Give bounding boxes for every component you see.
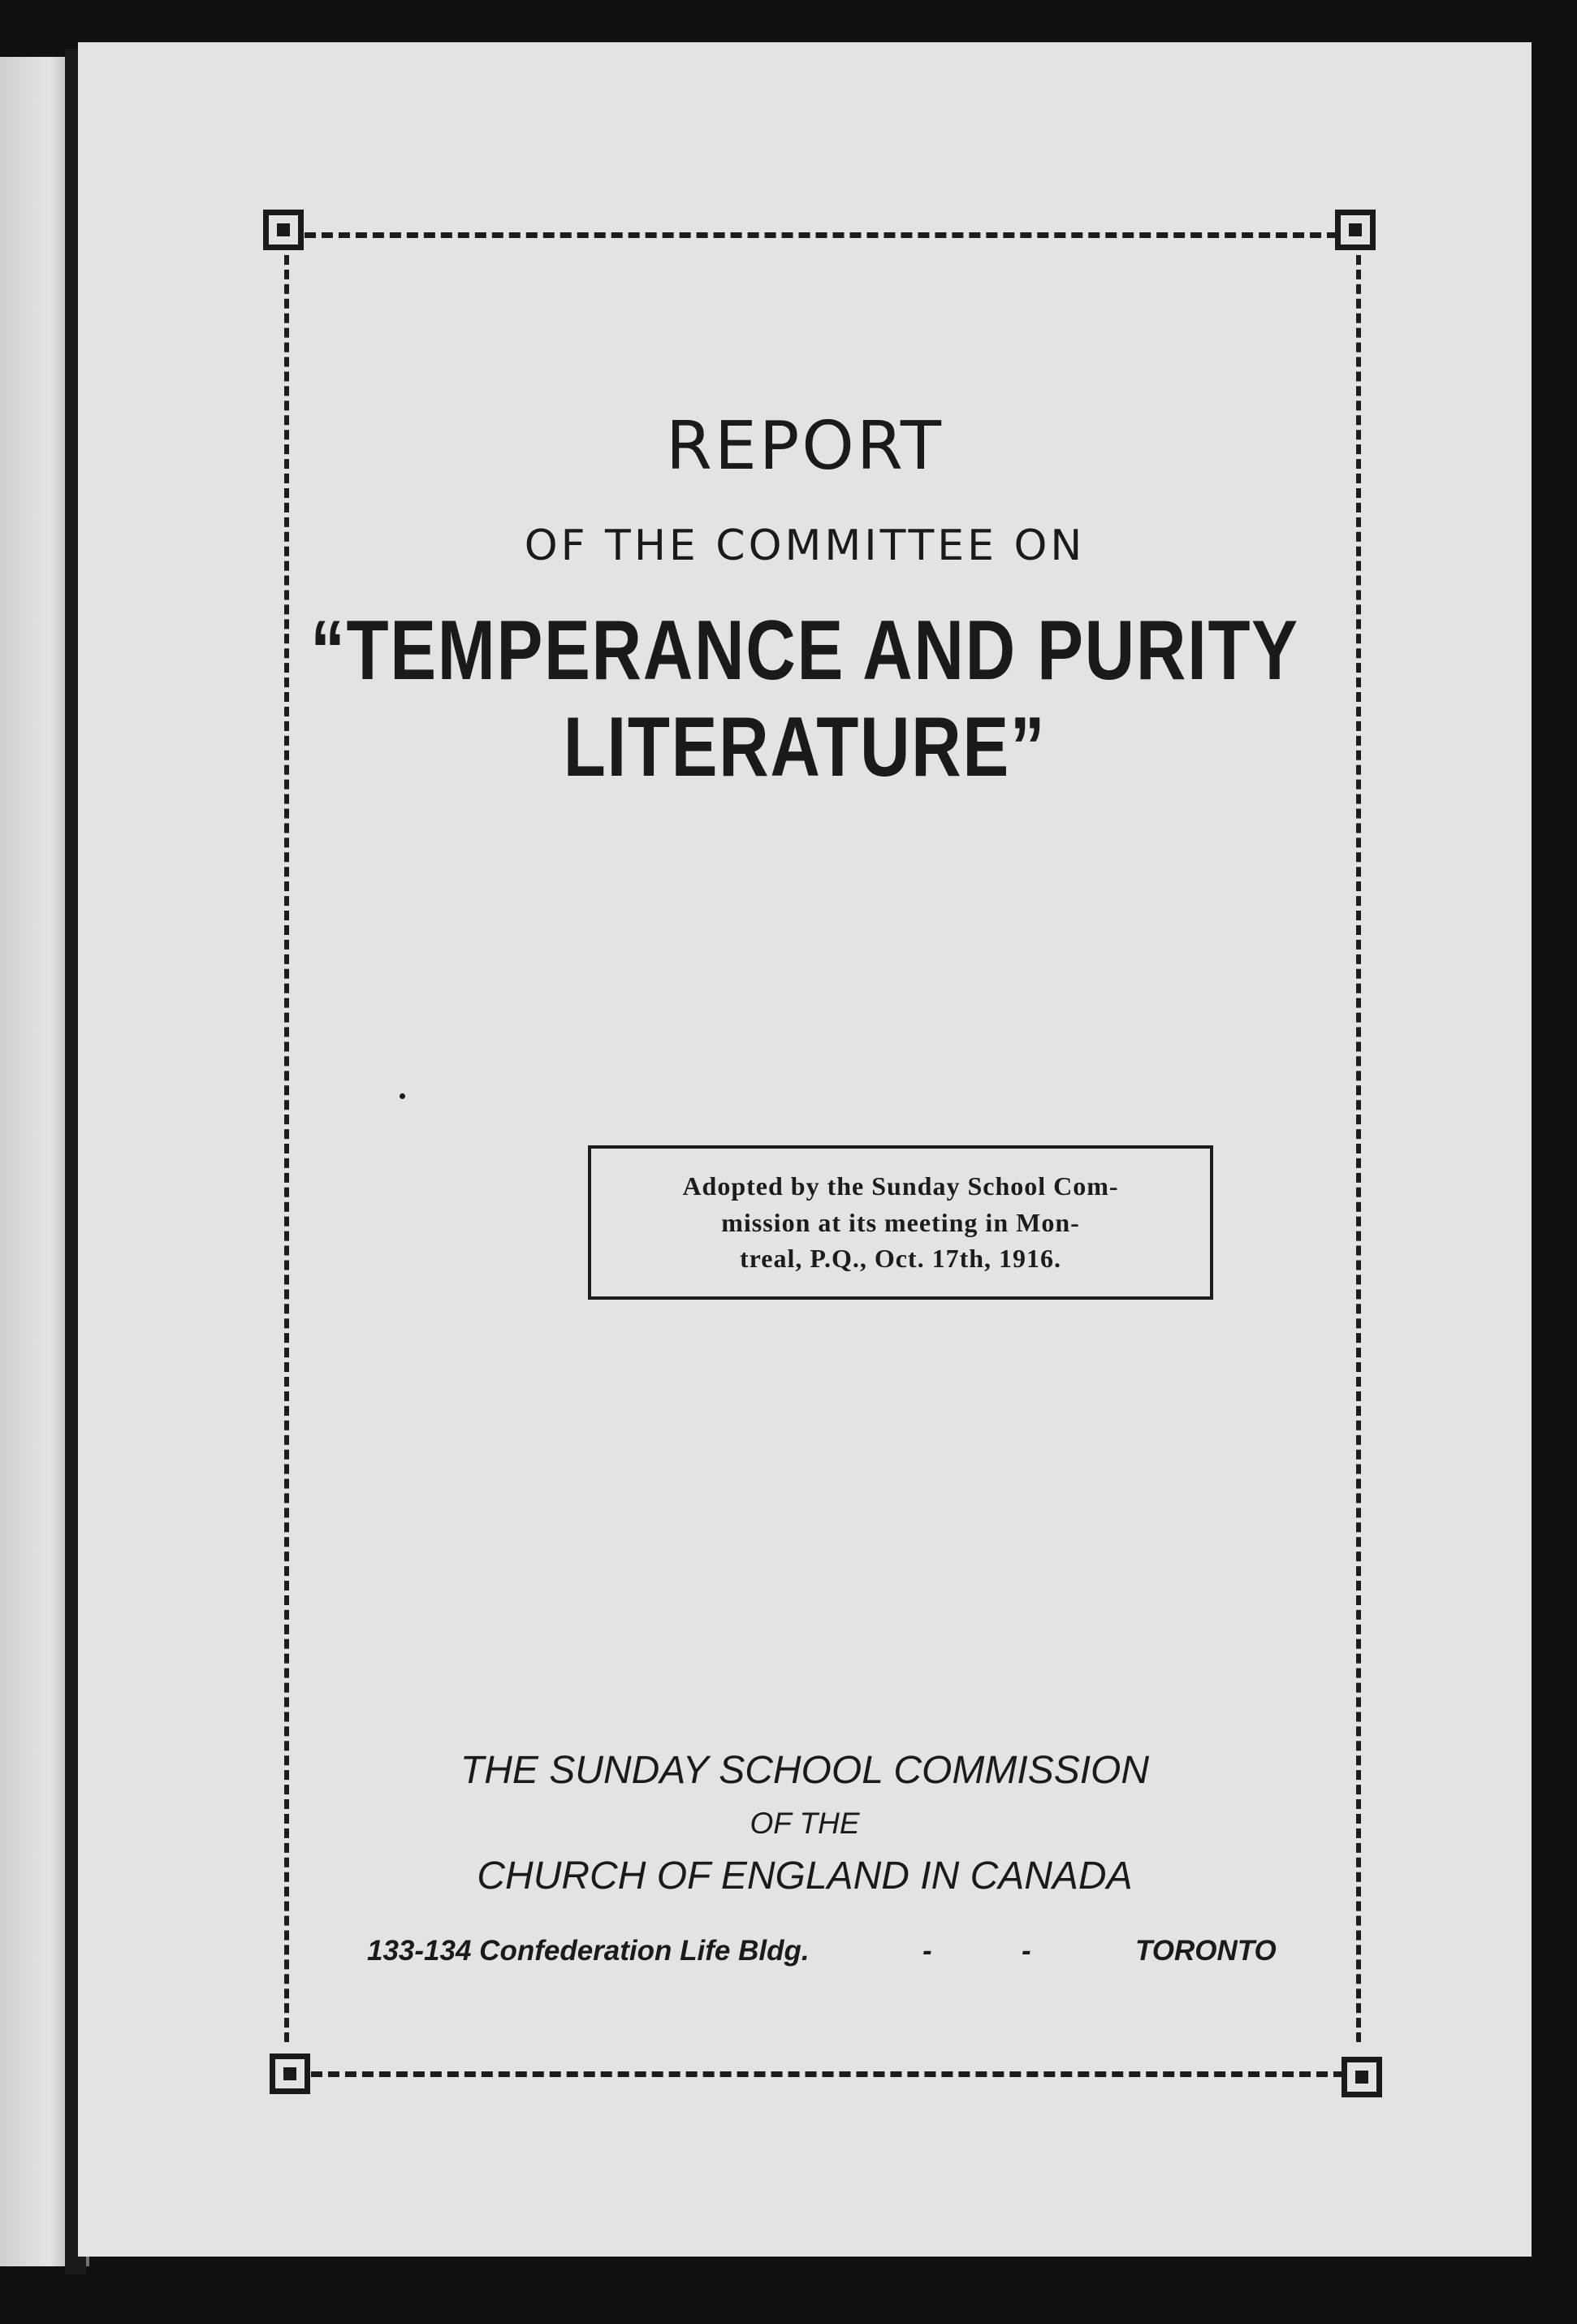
publisher-church: CHURCH OF ENGLAND IN CANADA: [477, 1854, 1133, 1898]
corner-ornament-top-right: [1335, 210, 1376, 250]
adoption-notice-line: treal, P.Q., Oct. 17th, 1916.: [739, 1244, 1062, 1274]
adoption-notice-box: [588, 1145, 1213, 1300]
address-separator: -: [922, 1935, 932, 1967]
report-subject-title: “TEMPERANCE AND PURITY LITERATURE”: [310, 604, 1299, 794]
address-street: 133-134 Confederation Life Bldg.: [367, 1935, 810, 1967]
border-bottom-rule: [294, 2071, 1379, 2077]
title-page: [78, 42, 1532, 2257]
corner-ornament-top-left: [263, 210, 304, 250]
adoption-notice-line: Adopted by the Sunday School Com-: [682, 1171, 1119, 1201]
address-city: TORONTO: [1135, 1935, 1277, 1967]
address-separator: -: [1022, 1935, 1031, 1967]
publisher-name: THE SUNDAY SCHOOL COMMISSION: [460, 1749, 1150, 1792]
committee-heading: OF THE COMMITTEE ON: [524, 521, 1086, 570]
border-top-rule: [287, 232, 1372, 238]
publisher-of-the: OF THE: [750, 1807, 860, 1840]
speck: [400, 1093, 405, 1099]
corner-ornament-bottom-right: [1342, 2057, 1382, 2097]
corner-ornament-bottom-left: [270, 2054, 310, 2094]
adoption-notice-line: mission at its meeting in Mon-: [721, 1207, 1080, 1237]
report-heading: REPORT: [666, 408, 944, 485]
